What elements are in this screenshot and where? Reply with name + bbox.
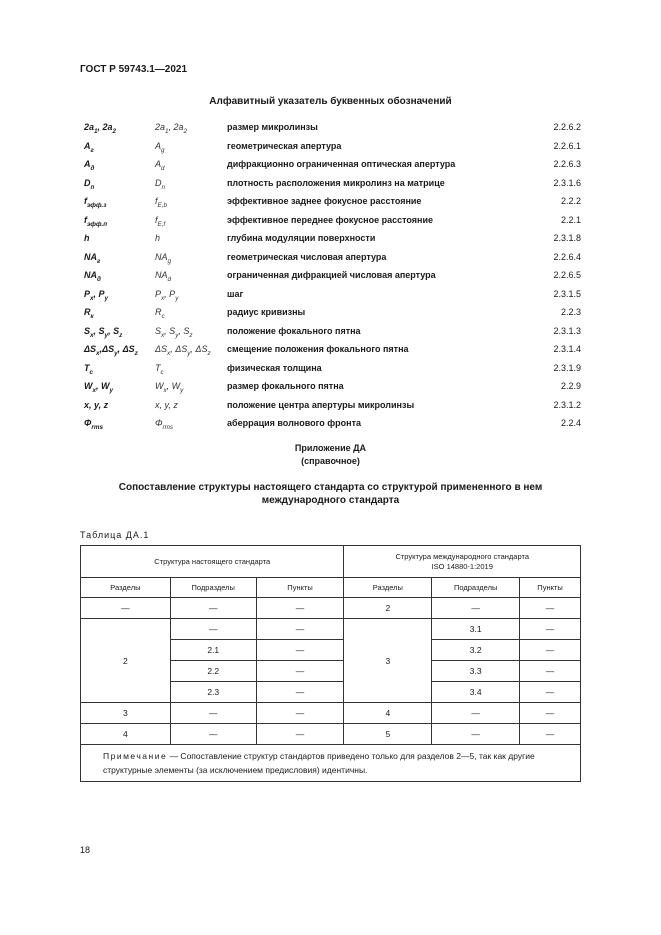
symbol-subscript: x xyxy=(96,350,100,357)
symbol-subscript: г xyxy=(97,257,101,265)
table-cell: — xyxy=(170,703,256,724)
symbol-subscript: g xyxy=(161,146,165,154)
comparison-heading: Сопоставление структуры настоящего стандарта со структурой примененного в нем международного стандарта xyxy=(118,482,543,506)
symbol-description: положение фокального пятна xyxy=(227,325,361,336)
symbol-text: Φ xyxy=(155,418,163,428)
table-cell: — xyxy=(520,703,581,724)
symbol-italic xyxy=(155,344,211,357)
table-cell: — xyxy=(256,724,344,745)
symbol-text: , S xyxy=(93,325,105,336)
symbol-bold xyxy=(84,196,107,209)
symbol-subscript: x xyxy=(161,331,165,339)
symbol-description: глубина модуляции поверхности xyxy=(227,233,376,243)
symbol-subscript: rms xyxy=(91,424,103,431)
symbol-bold xyxy=(84,381,114,394)
symbol-bold xyxy=(84,122,117,135)
clause-reference: 2.3.1.6 xyxy=(553,177,581,188)
symbol-description: аберрация волнового фронта xyxy=(227,418,361,428)
symbol-text: ,ΔS xyxy=(99,344,115,354)
clause-reference: 2.2.9 xyxy=(560,381,581,391)
table-cell: — xyxy=(520,661,581,682)
col-clauses-right: Пункты xyxy=(520,578,581,598)
table-cell: 2.1 xyxy=(170,640,256,661)
table-cell: 3 xyxy=(81,703,171,724)
symbol-subscript: 2 xyxy=(112,128,117,135)
structure-comparison-table xyxy=(80,545,581,782)
symbol-subscript: n xyxy=(161,183,166,191)
symbol-italic xyxy=(155,307,165,320)
symbol-text: , S xyxy=(164,325,176,336)
symbol-text: W xyxy=(84,381,93,391)
symbol-description: размер микролинзы xyxy=(227,122,318,132)
symbol-subscript: d xyxy=(167,276,172,283)
table-row xyxy=(81,619,581,640)
col-sections-right: Разделы xyxy=(344,578,432,598)
list-item xyxy=(84,174,581,193)
list-item xyxy=(84,211,581,230)
symbol-description: эффективное заднее фокусное расстояние xyxy=(227,196,422,206)
symbol-subscript: y xyxy=(109,387,114,394)
symbol-description: размер фокального пятна xyxy=(227,381,344,391)
symbol-subscript: z xyxy=(207,350,211,357)
table-cell: — xyxy=(256,703,344,724)
list-item xyxy=(84,137,581,156)
symbol-text: R xyxy=(155,307,162,317)
table-row xyxy=(81,703,581,724)
document-code: ГОСТ Р 59743.1—2021 xyxy=(80,64,188,75)
symbol-italic xyxy=(155,214,166,228)
symbol-description: ограниченная дифракцией числовая апертура xyxy=(227,270,436,280)
note-text: — Сопоставление структур стандартов приведено только для разделов 2—5, так как другие структурные элементы (за исключением предисловия) идентичны. xyxy=(103,751,535,775)
table-cell: — xyxy=(256,682,344,703)
table-cell: — xyxy=(256,619,344,640)
symbol-description: положение центра апертуры микролинзы xyxy=(227,399,415,410)
table-cell: — xyxy=(170,619,256,640)
symbol-subscript: x xyxy=(90,331,94,339)
symbol-text: , W xyxy=(96,381,110,391)
symbol-subscript: c xyxy=(89,368,94,376)
symbol-text: 2a xyxy=(155,122,166,132)
list-item xyxy=(84,155,581,174)
table-cell: — xyxy=(520,640,581,661)
col-sections-left: Разделы xyxy=(81,578,171,598)
clause-reference: 2.2.6.1 xyxy=(553,140,581,151)
table-cell: 3.3 xyxy=(432,661,520,682)
list-item xyxy=(84,322,581,341)
symbol-text: f xyxy=(155,214,158,225)
list-item xyxy=(84,118,581,137)
list-item xyxy=(84,340,581,359)
symbol-bold xyxy=(84,214,108,228)
symbol-subscript: z xyxy=(119,331,123,339)
symbol-subscript: y xyxy=(104,294,109,302)
symbol-text: , S xyxy=(178,325,190,336)
symbol-subscript: x xyxy=(90,294,94,302)
symbol-bold xyxy=(84,362,94,376)
table-cell: — xyxy=(170,724,256,745)
symbol-subscript: g xyxy=(167,257,172,265)
table-cell: 3.4 xyxy=(432,682,520,703)
clause-reference: 2.2.2 xyxy=(560,196,581,206)
symbol-italic xyxy=(155,288,179,302)
clause-reference: 2.2.6.5 xyxy=(553,270,581,280)
symbol-subscript: x xyxy=(92,387,97,394)
symbol-text: T xyxy=(155,362,161,373)
symbol-text: , W xyxy=(166,381,181,391)
symbol-bold xyxy=(84,233,90,243)
symbol-subscript: E,b xyxy=(157,202,167,209)
table-cell: 5 xyxy=(344,724,432,745)
symbol-italic xyxy=(155,270,172,283)
symbol-italic xyxy=(155,362,164,376)
table-cell: 2.2 xyxy=(170,661,256,682)
symbol-italic xyxy=(155,418,174,431)
symbol-subscript: c xyxy=(160,368,164,376)
symbol-text: P xyxy=(84,288,91,299)
table-note xyxy=(81,745,581,782)
symbol-text: A xyxy=(155,140,162,151)
symbol-italic xyxy=(155,233,160,243)
table-cell: 2 xyxy=(81,619,171,703)
symbol-description: плотность расположения микролинз на матрице xyxy=(227,177,445,188)
table-cell: 3 xyxy=(344,619,432,703)
symbol-text: f xyxy=(155,196,158,206)
table-cell: 2 xyxy=(344,598,432,619)
symbol-subscript: г xyxy=(90,146,94,154)
symbol-bold xyxy=(84,270,101,283)
symbol-subscript: 1 xyxy=(94,128,98,135)
symbol-text: f xyxy=(84,214,87,225)
table-cell: 3.1 xyxy=(432,619,520,640)
symbol-text: , P xyxy=(93,288,105,299)
table-subheader-row xyxy=(81,578,581,598)
table-cell: — xyxy=(170,598,256,619)
table-cell: — xyxy=(520,724,581,745)
symbol-subscript: y xyxy=(175,294,179,302)
list-item xyxy=(84,266,581,285)
symbol-subscript: y xyxy=(180,387,184,394)
table-cell: — xyxy=(520,619,581,640)
clause-reference: 2.2.6.3 xyxy=(553,159,581,169)
symbol-text: A xyxy=(155,159,162,169)
list-item xyxy=(84,396,581,415)
col-subsections-right: Подразделы xyxy=(432,578,520,598)
symbol-description: радиус кривизны xyxy=(227,307,306,317)
symbol-text: A xyxy=(84,159,91,169)
list-item xyxy=(84,359,581,378)
symbol-subscript: d xyxy=(161,165,165,172)
list-item xyxy=(84,248,581,267)
symbol-bold xyxy=(84,400,108,410)
symbol-subscript: y xyxy=(114,350,118,357)
table-cell: — xyxy=(81,598,171,619)
clause-reference: 2.2.6.4 xyxy=(553,251,581,262)
clause-reference: 2.3.1.5 xyxy=(553,288,581,299)
symbol-text: D xyxy=(155,177,162,188)
symbol-subscript: x xyxy=(167,350,171,357)
list-item xyxy=(84,229,581,248)
clause-reference: 2.2.3 xyxy=(560,307,581,317)
table-header-row xyxy=(81,546,581,578)
symbol-description: смещение положения фокального пятна xyxy=(227,344,409,354)
header-left: Структура настоящего стандарта xyxy=(81,546,344,578)
clause-reference: 2.2.4 xyxy=(560,418,581,428)
symbol-text: P xyxy=(155,288,162,299)
symbol-description: геометрическая числовая апертура xyxy=(227,251,387,262)
clause-reference: 2.2.6.2 xyxy=(553,122,581,132)
symbol-index-list xyxy=(84,118,581,433)
list-item xyxy=(84,285,581,304)
symbol-subscript: y xyxy=(175,331,179,339)
symbol-text: h xyxy=(84,233,90,243)
symbol-text: NA xyxy=(155,270,168,280)
table-row xyxy=(81,598,581,619)
clause-reference: 2.2.1 xyxy=(560,214,581,225)
table-cell: — xyxy=(432,724,520,745)
clause-reference: 2.3.1.9 xyxy=(553,362,581,373)
symbol-text: S xyxy=(155,325,162,336)
table-cell: — xyxy=(520,682,581,703)
header-right: Структура международного стандарта ISO 14880-1:2019 xyxy=(344,546,581,578)
symbol-bold xyxy=(84,288,109,302)
symbol-subscript: x xyxy=(163,387,167,394)
clause-reference: 2.3.1.2 xyxy=(553,399,581,410)
col-subsections-left: Подразделы xyxy=(170,578,256,598)
symbol-description: дифракционно ограниченная оптическая апертура xyxy=(227,159,456,169)
list-item xyxy=(84,192,581,211)
symbol-description: шаг xyxy=(227,288,244,299)
symbol-text: R xyxy=(84,307,91,317)
table-cell: — xyxy=(432,598,520,619)
symbol-subscript: z xyxy=(134,350,138,357)
symbol-subscript: эфф.п xyxy=(87,220,108,228)
symbol-subscript: rms xyxy=(162,424,174,431)
symbol-italic xyxy=(155,381,184,394)
symbol-text: W xyxy=(155,381,164,391)
clause-reference: 2.3.1.8 xyxy=(553,233,581,243)
symbol-subscript: E,f xyxy=(157,220,166,228)
symbol-subscript: y xyxy=(104,331,109,339)
table-cell: — xyxy=(256,640,344,661)
symbol-italic xyxy=(155,325,193,339)
symbol-italic xyxy=(155,177,166,191)
symbol-text: A xyxy=(84,140,91,151)
symbol-subscript: 1 xyxy=(165,128,169,135)
symbol-subscript: x xyxy=(161,294,165,302)
symbol-text: , ΔS xyxy=(190,344,208,354)
symbol-text: x, y, z xyxy=(84,399,109,410)
symbol-bold xyxy=(84,251,101,265)
table-cell: 4 xyxy=(81,724,171,745)
symbol-italic xyxy=(155,159,165,172)
appendix-subtitle: (справочное) xyxy=(301,456,360,466)
symbol-text: ΔS xyxy=(84,344,97,354)
symbol-text: , P xyxy=(164,288,176,299)
list-item xyxy=(84,303,581,322)
note-label: Примечание xyxy=(103,751,168,761)
index-title: Алфавитный указатель буквенных обозначений xyxy=(209,96,452,107)
clause-reference: 2.3.1.4 xyxy=(553,344,581,354)
symbol-text: ΔS xyxy=(155,344,168,354)
symbol-italic xyxy=(155,196,167,209)
table-cell: — xyxy=(256,598,344,619)
symbol-description: эффективное переднее фокусное расстояние xyxy=(227,214,434,225)
symbol-text: 2a xyxy=(84,122,95,132)
symbol-text: Φ xyxy=(84,418,92,428)
symbol-italic xyxy=(155,122,188,135)
symbol-subscript: c xyxy=(161,313,165,320)
symbol-subscript: п xyxy=(90,183,95,191)
table-cell: — xyxy=(256,661,344,682)
symbol-text: , 2a xyxy=(97,122,113,132)
symbol-text: , ΔS xyxy=(170,344,188,354)
symbol-subscript: 2 xyxy=(183,128,188,135)
symbol-text: NA xyxy=(84,251,97,262)
symbol-text: T xyxy=(84,362,90,373)
symbol-text: D xyxy=(84,177,91,188)
symbol-subscript: к xyxy=(90,313,94,320)
appendix-title: Приложение ДА xyxy=(294,443,367,453)
symbol-italic xyxy=(155,400,178,410)
table-cell: 2.3 xyxy=(170,682,256,703)
clause-reference: 2.3.1.3 xyxy=(553,325,581,336)
symbol-subscript: эфф.з xyxy=(87,202,107,209)
table-cell: — xyxy=(432,703,520,724)
symbol-text: f xyxy=(84,196,87,206)
list-item xyxy=(84,377,581,396)
symbol-text: NA xyxy=(155,251,168,262)
symbol-text: x, y, z xyxy=(155,399,178,410)
symbol-subscript: z xyxy=(189,331,193,339)
page-number: 18 xyxy=(80,845,91,855)
symbol-italic xyxy=(155,140,165,154)
symbol-bold xyxy=(84,307,94,320)
symbol-description: физическая толщина xyxy=(227,362,322,373)
table-cell: 4 xyxy=(344,703,432,724)
table-cell: — xyxy=(520,598,581,619)
symbol-text: NA xyxy=(84,270,97,280)
symbol-bold xyxy=(84,140,94,154)
symbol-subscript: y xyxy=(187,350,191,357)
symbol-subscript: д xyxy=(90,165,95,172)
symbol-subscript: д xyxy=(97,276,101,283)
table-row xyxy=(81,724,581,745)
table-note-row xyxy=(81,745,581,782)
symbol-text: , ΔS xyxy=(117,344,135,354)
symbol-bold xyxy=(84,177,95,191)
table-caption: Таблица ДА.1 xyxy=(80,530,150,540)
symbol-bold xyxy=(84,325,123,339)
symbol-text: S xyxy=(84,325,91,336)
symbol-text: , 2a xyxy=(168,122,184,132)
symbol-text: , S xyxy=(108,325,120,336)
list-item xyxy=(84,414,581,433)
symbol-text: h xyxy=(155,233,161,243)
symbol-bold xyxy=(84,159,95,172)
col-clauses-left: Пункты xyxy=(256,578,344,598)
symbol-bold xyxy=(84,418,103,431)
symbol-description: геометрическая апертура xyxy=(227,140,342,151)
symbol-italic xyxy=(155,251,172,265)
table-cell: 3.2 xyxy=(432,640,520,661)
symbol-bold xyxy=(84,344,138,357)
